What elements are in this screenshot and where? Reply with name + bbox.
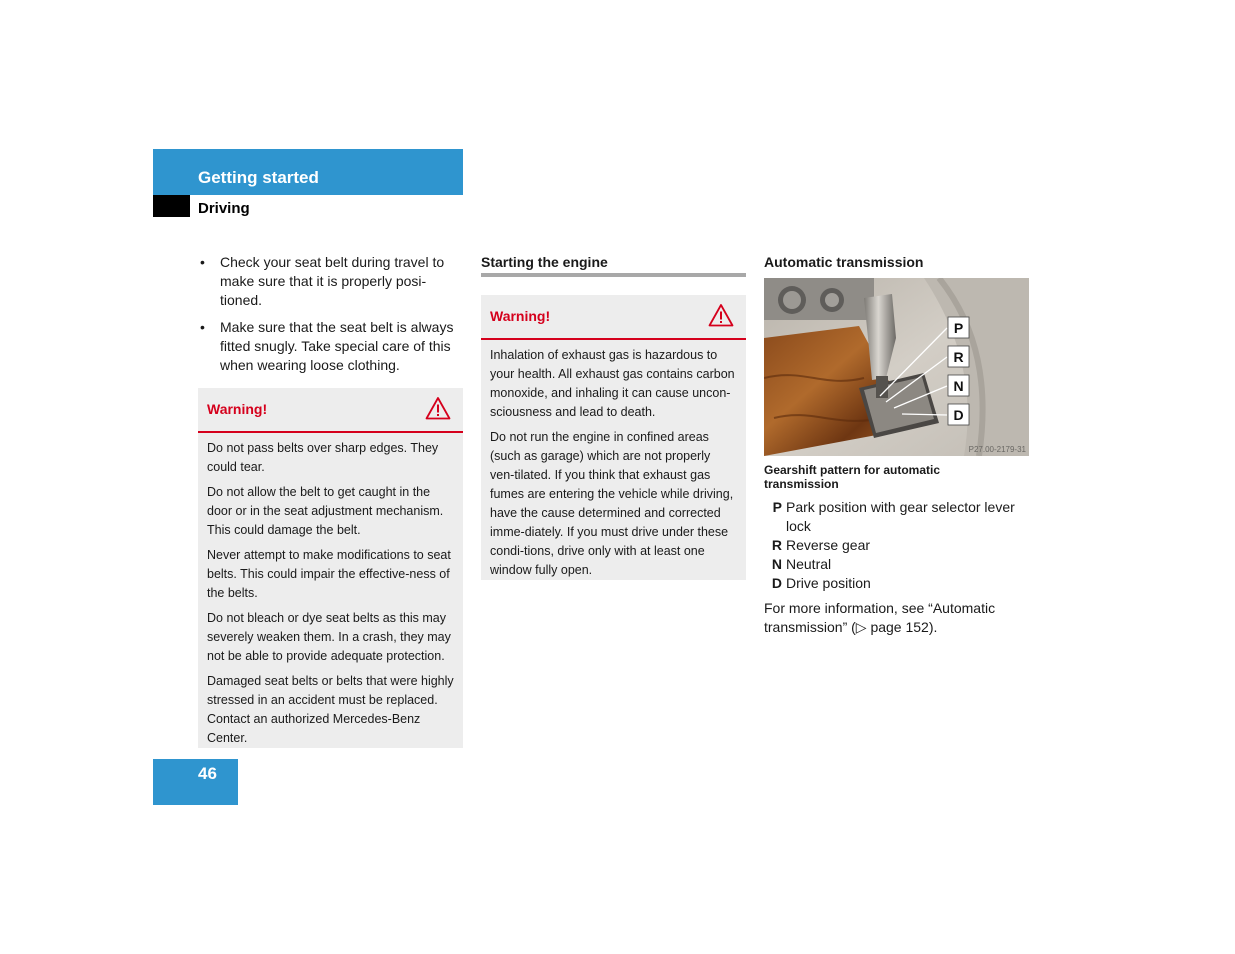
svg-text:N: N bbox=[953, 378, 964, 394]
gearshift-photo bbox=[764, 278, 1029, 456]
gear-description: Drive position bbox=[786, 575, 871, 591]
warning-box-exhaust bbox=[481, 295, 746, 580]
more-info-text: For more information, see “Automatic transmission” (▷ page 152). bbox=[764, 600, 996, 635]
subsection-title: Driving bbox=[198, 200, 250, 217]
warning-body bbox=[481, 340, 746, 590]
gear-description: Reverse gear bbox=[786, 537, 871, 553]
warning-triangle-icon bbox=[708, 303, 734, 327]
warning-title: Warning! bbox=[207, 401, 268, 417]
page-number: 46 bbox=[198, 764, 217, 783]
gear-label-n bbox=[948, 375, 969, 396]
warning-paragraph: Do not pass belts over sharp edges. They could tear. bbox=[207, 441, 439, 474]
warning-box-seat-belts bbox=[198, 388, 463, 748]
gear-label-r bbox=[948, 346, 969, 367]
warning-paragraph: Do not allow the belt to get caught in the door or in the seat adjustment mechanism. This could damage the belt. bbox=[207, 485, 444, 537]
svg-text:P: P bbox=[953, 320, 964, 336]
gear-letter: P bbox=[772, 499, 782, 515]
image-code: P27.00-2179-31 bbox=[968, 445, 1026, 454]
svg-text:D: D bbox=[953, 407, 964, 423]
gear-letter: N bbox=[771, 556, 782, 572]
warning-paragraph: Inhalation of exhaust gas is hazardous to your health. All exhaust gas contains carbon monoxide, and inhaling it can cause uncon-sciousness and lead to death. bbox=[490, 348, 735, 419]
warning-title: Warning! bbox=[490, 308, 551, 324]
gearshift-illustration bbox=[764, 278, 1029, 456]
warning-header bbox=[481, 295, 746, 340]
warning-body bbox=[198, 433, 463, 758]
warning-header bbox=[198, 388, 463, 433]
warning-paragraph: Do not bleach or dye seat belts as this may severely weaken them. In a crash, they may not be able to provide adequate protection. bbox=[207, 611, 451, 663]
bullet-list bbox=[198, 253, 463, 375]
warning-paragraph: Do not run the engine in confined areas (such as garage) which are not properly ven-tilated. If you think that exhaust gas fumes are entering the vehicle while driving, have the cause determined and corrected imme-diately. If you must drive under these condi-tions, drive only with at least one window fully open. bbox=[490, 430, 734, 577]
warning-paragraph: Never attempt to make modifications to seat belts. This could impair the effective-ness of the belts. bbox=[207, 548, 451, 600]
gear-description: Neutral bbox=[786, 556, 832, 572]
bullet-item: • Check your seat belt during travel to make sure that it is properly posi-tioned. bbox=[198, 253, 463, 310]
warning-triangle-icon bbox=[425, 396, 451, 420]
left-column bbox=[198, 253, 463, 383]
gear-label-d bbox=[948, 404, 969, 425]
gear-item bbox=[764, 498, 1029, 536]
heading-rule bbox=[481, 273, 746, 277]
gear-list bbox=[764, 498, 1029, 593]
gear-label-p bbox=[948, 317, 969, 338]
svg-text:R: R bbox=[953, 349, 964, 365]
warning-paragraph: Damaged seat belts or belts that were highly stressed in an accident must be replaced. Contact an authorized Mercedes-Benz Center. bbox=[207, 674, 454, 745]
gear-letter: R bbox=[771, 537, 782, 553]
page-number-box bbox=[153, 759, 238, 805]
section-title: Getting started bbox=[198, 168, 319, 187]
gear-description: Park position with gear selector lever lock bbox=[786, 499, 1015, 534]
gear-item bbox=[764, 536, 1029, 555]
gear-item bbox=[764, 574, 1029, 593]
subsection-marker bbox=[153, 195, 190, 217]
heading-automatic-transmission: Automatic transmission bbox=[764, 254, 924, 270]
gear-item bbox=[764, 555, 1029, 574]
bullet-item: • Make sure that the seat belt is always fitted snugly. Take special care of this when wearing loose clothing. bbox=[198, 318, 463, 375]
image-caption: Gearshift pattern for automatic transmission bbox=[764, 463, 941, 491]
heading-starting-engine: Starting the engine bbox=[481, 254, 608, 270]
gear-letter: D bbox=[771, 575, 782, 591]
